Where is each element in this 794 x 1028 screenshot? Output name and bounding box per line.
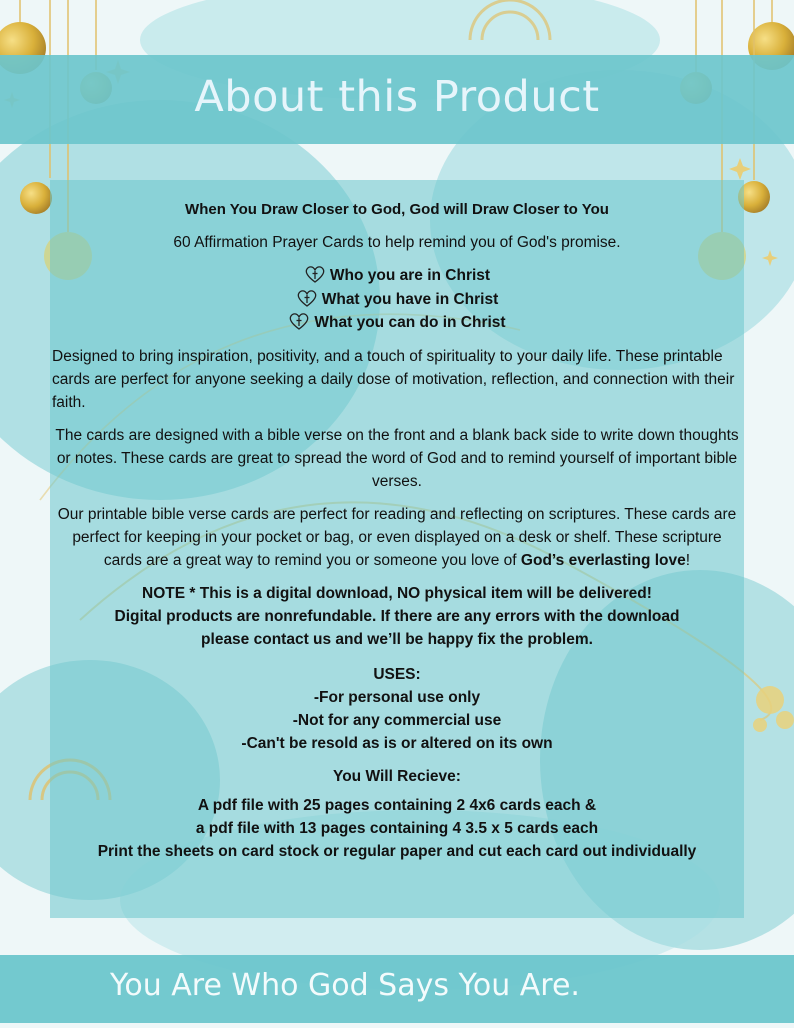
uses-section bbox=[52, 663, 742, 755]
bullet-label: What you can do in Christ bbox=[314, 314, 506, 331]
uses-title: USES: bbox=[373, 665, 421, 683]
paragraph-card-design: The cards are designed with a bible verse on the front and a blank back side to write down thoughts or notes. These cards are great to spread the word of God and to remind yourself of important bible verses. bbox=[55, 426, 739, 490]
uses-item: -For personal use only bbox=[313, 688, 481, 706]
note-line: Digital products are nonrefundable. If there are any errors with the download bbox=[114, 607, 680, 625]
bullet-label: Who you are in Christ bbox=[329, 267, 491, 284]
page-title: About this Product bbox=[194, 72, 600, 122]
paragraph-scripture-end: ! bbox=[685, 551, 691, 569]
note-line: NOTE * This is a digital download, NO physical item will be delivered! bbox=[142, 584, 652, 602]
receive-section bbox=[52, 765, 742, 863]
note-line: please contact us and we’ll be happy fix the problem. bbox=[201, 630, 593, 648]
heart-cross-icon bbox=[296, 288, 318, 308]
headline: When You Draw Closer to God, God will Draw Closer to You bbox=[185, 201, 609, 218]
bullet-item bbox=[52, 288, 742, 312]
bullet-label: What you have in Christ bbox=[321, 290, 499, 308]
paragraph-inspiration: Designed to bring inspiration, positivity, and a touch of spirituality to your daily life. These printable cards are perfect for anyone seeking a daily dose of motivation, reflection, and connection with their faith. bbox=[52, 347, 735, 411]
paragraph-scripture-text: Our printable bible verse cards are perfect for reading and reflecting on scriptures. These cards are perfect for keeping in your pocket or bag, or even displayed on a desk or shelf. These scripture cards are a great way to remind you or someone you love of bbox=[57, 505, 737, 569]
receive-line: a pdf file with 13 pages containing 4 3.5 x 5 cards each bbox=[195, 819, 599, 837]
bullet-item bbox=[52, 264, 742, 288]
digital-note bbox=[52, 582, 742, 651]
receive-line: Print the sheets on card stock or regular paper and cut each card out individually bbox=[97, 842, 697, 860]
intro-text: 60 Affirmation Prayer Cards to help remind you of God's promise. bbox=[173, 234, 621, 251]
heart-cross-icon bbox=[304, 264, 326, 284]
product-description bbox=[52, 198, 742, 863]
paragraph-scripture-emphasis: God’s everlasting love bbox=[520, 551, 686, 569]
receive-line: A pdf file with 25 pages containing 2 4x6 cards each & bbox=[197, 796, 597, 814]
heart-cross-icon bbox=[288, 311, 310, 331]
uses-item: -Not for any commercial use bbox=[292, 711, 502, 729]
footer-tagline: You Are Who God Says You Are. bbox=[110, 968, 580, 1003]
bullet-item bbox=[52, 311, 742, 335]
uses-item: -Can't be resold as is or altered on its own bbox=[241, 734, 553, 752]
receive-title: You Will Recieve: bbox=[333, 767, 461, 785]
paragraph-scripture bbox=[52, 503, 742, 572]
